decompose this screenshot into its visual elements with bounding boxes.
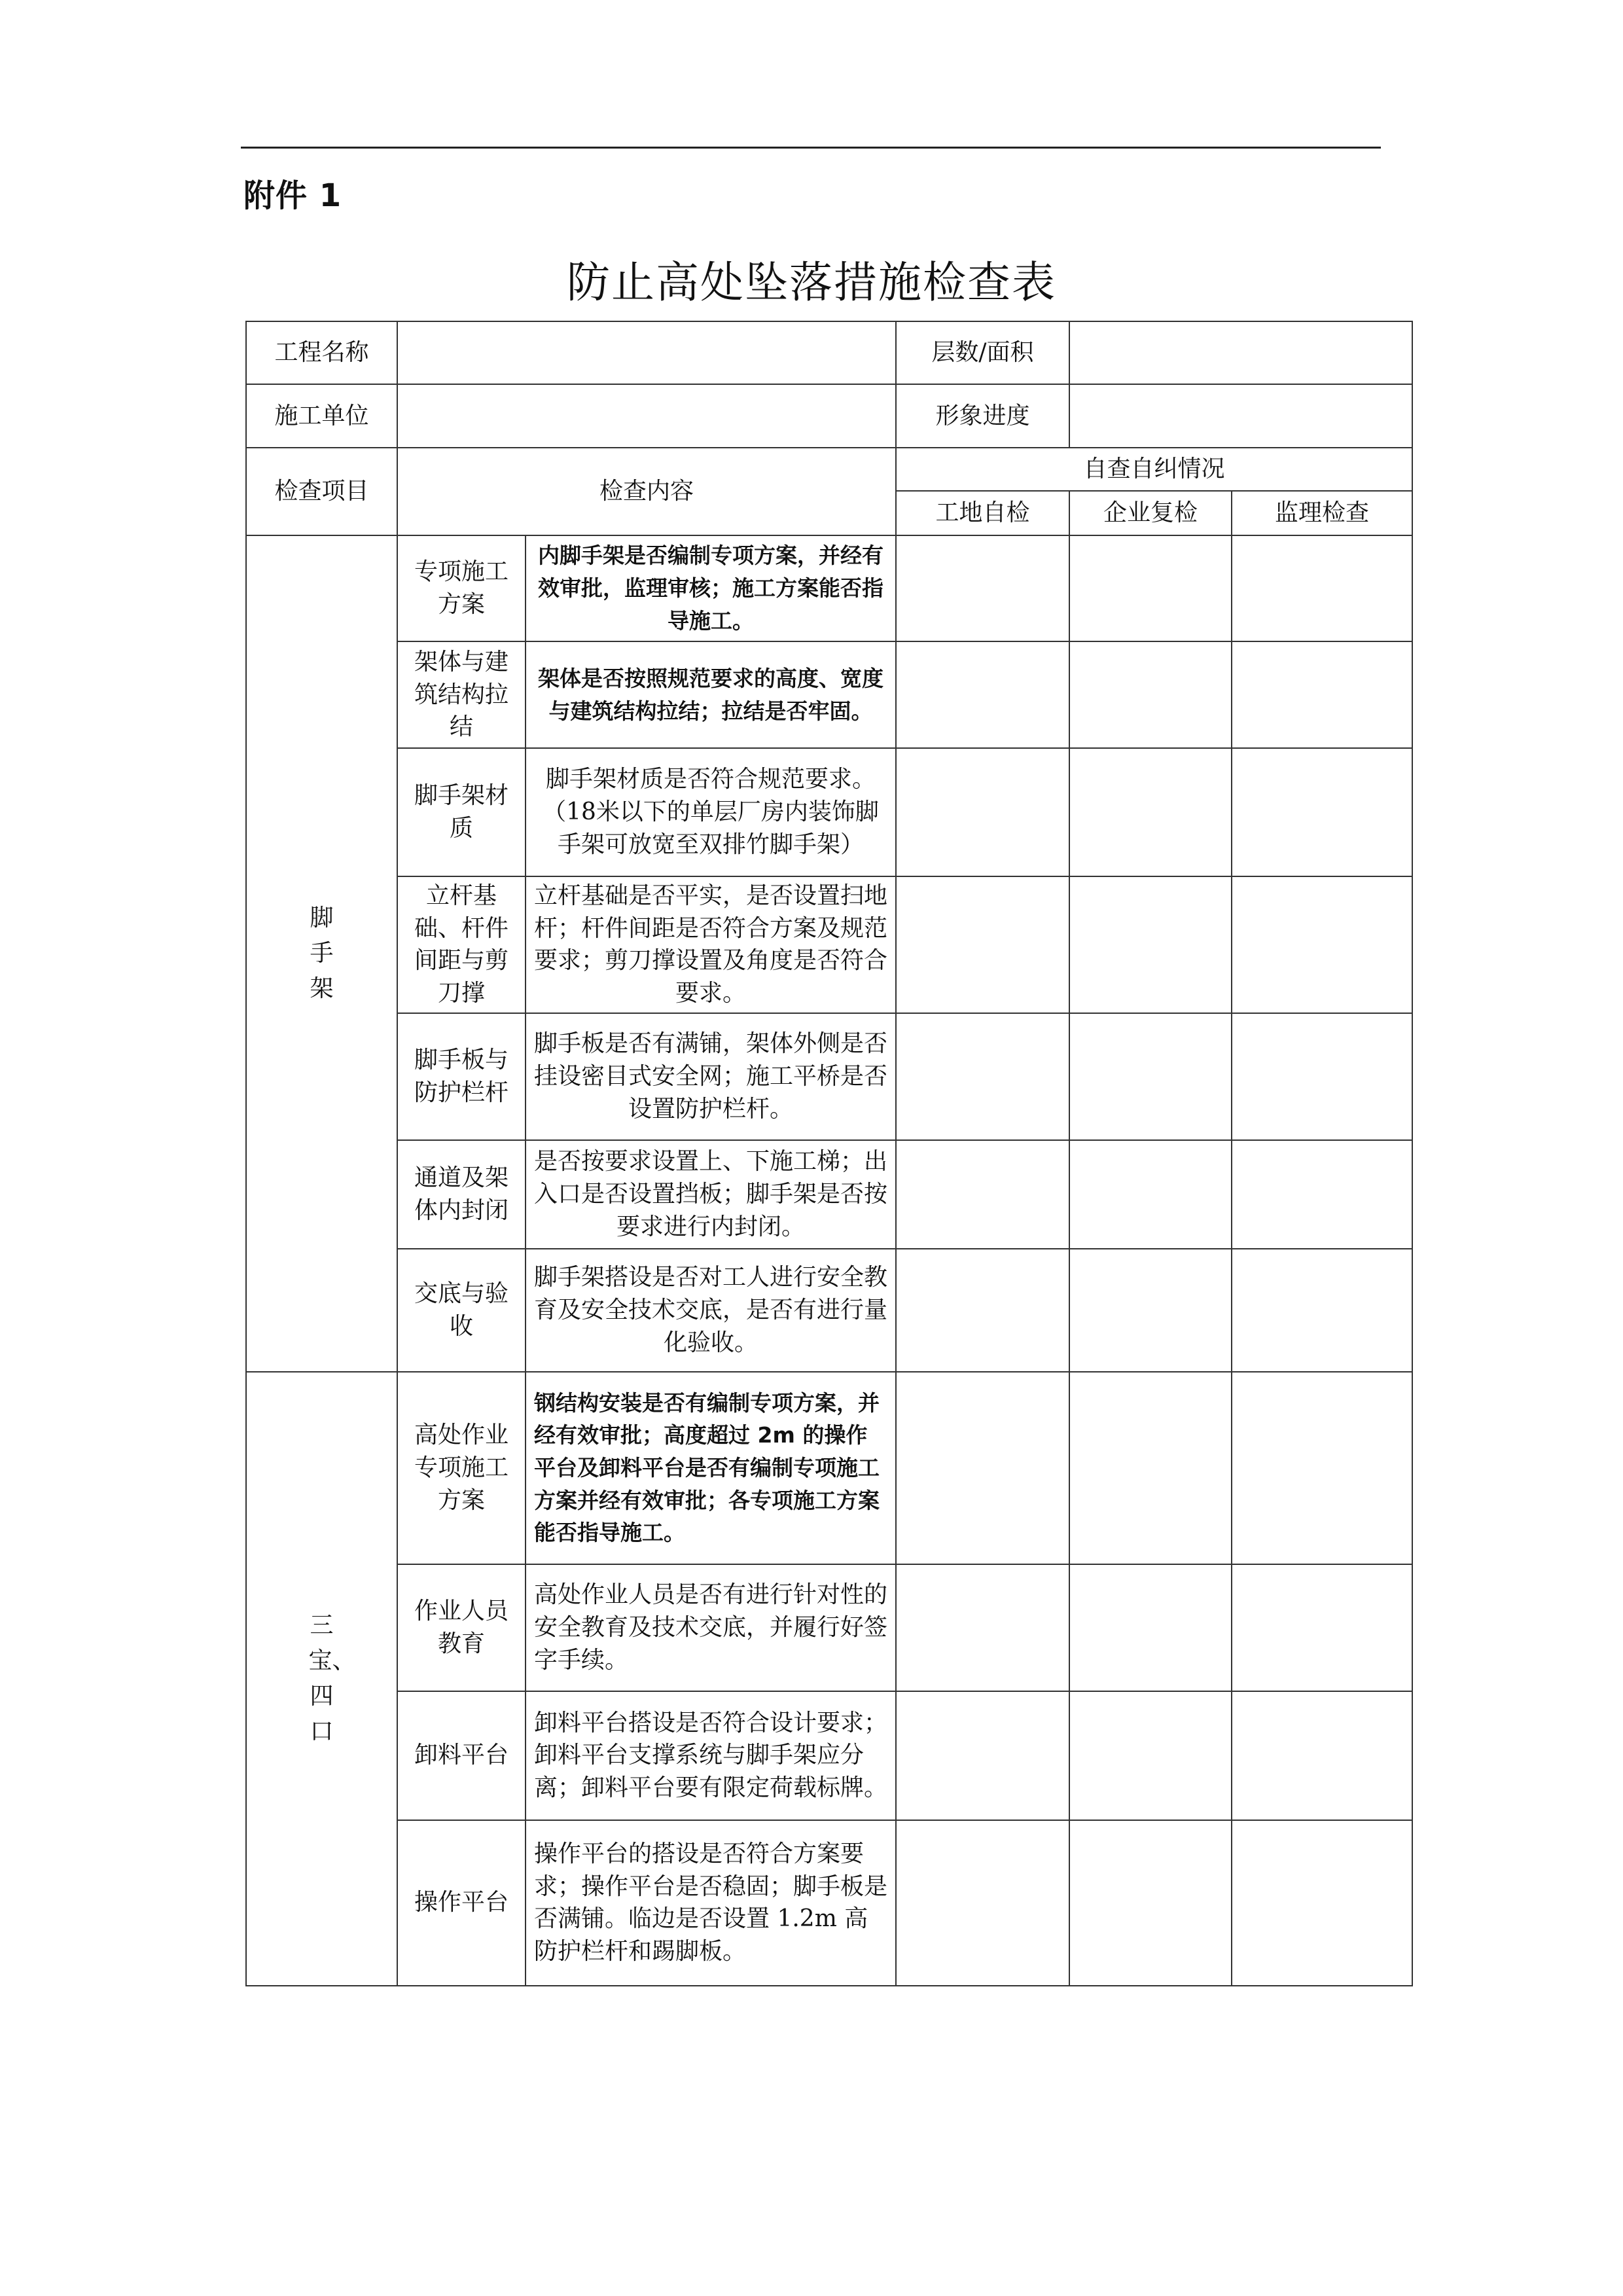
check-item: 立杆基础、杆件间距与剪刀撑	[397, 876, 526, 1013]
constructor-label: 施工单位	[246, 384, 397, 448]
page-title: 防止高处坠落措施检查表	[567, 257, 1056, 308]
table-row	[246, 876, 1412, 1013]
project-name-cell[interactable]	[397, 321, 896, 384]
check-item: 通道及架体内封闭	[397, 1140, 526, 1249]
check-content: 脚手架材质是否符合规范要求。（18米以下的单层厂房内装饰脚手架可放宽至双排竹脚手架）	[526, 748, 896, 876]
progress-cell[interactable]	[1069, 384, 1412, 448]
check-item: 脚手架材质	[397, 748, 526, 876]
project-name-label: 工程名称	[246, 321, 397, 384]
constructor-cell[interactable]	[397, 384, 896, 448]
category-label: 三宝、四口	[308, 1611, 356, 1745]
check-content: 是否按要求设置上、下施工梯；出入口是否设置挡板；脚手架是否按要求进行内封闭。	[526, 1140, 896, 1249]
site-check-cell[interactable]	[896, 535, 1069, 641]
check-content: 操作平台的搭设是否符合方案要求；操作平台是否稳固；脚手板是否满铺。临边是否设置 1.2m 高防护栏杆和踢脚板。	[526, 1820, 896, 1986]
supervisor-check-cell[interactable]	[1232, 1564, 1412, 1691]
company-check-header: 企业复检	[1069, 491, 1232, 535]
check-content: 立杆基础是否平实，是否设置扫地杆；杆件间距是否符合方案及规范要求；剪刀撑设置及角度是否符合要求。	[526, 876, 896, 1013]
check-item: 脚手板与防护栏杆	[397, 1013, 526, 1140]
company-check-cell[interactable]	[1069, 1820, 1232, 1986]
table-row	[246, 1140, 1412, 1249]
site-check-cell[interactable]	[896, 876, 1069, 1013]
company-check-cell[interactable]	[1069, 641, 1232, 748]
table-row	[246, 641, 1412, 748]
item-header: 检查项目	[246, 448, 397, 535]
check-content	[526, 535, 896, 641]
company-check-cell[interactable]	[1069, 1013, 1232, 1140]
check-item: 作业人员教育	[397, 1564, 526, 1691]
check-content: 脚手架搭设是否对工人进行安全教育及安全技术交底，是否有进行量化验收。	[526, 1249, 896, 1372]
check-item: 架体与建筑结构拉结	[397, 641, 526, 748]
check-item: 卸料平台	[397, 1691, 526, 1820]
floors-cell[interactable]	[1069, 321, 1412, 384]
company-check-cell[interactable]	[1069, 1372, 1232, 1564]
table-row	[246, 535, 1412, 641]
company-check-cell[interactable]	[1069, 1249, 1232, 1372]
site-check-header: 工地自检	[896, 491, 1069, 535]
check-content: 脚手板是否有满铺，架体外侧是否挂设密目式安全网；施工平桥是否设置防护栏杆。	[526, 1013, 896, 1140]
check-content: 卸料平台搭设是否符合设计要求；卸料平台支撑系统与脚手架应分离；卸料平台要有限定荷载标牌。	[526, 1691, 896, 1820]
company-check-cell[interactable]	[1069, 876, 1232, 1013]
check-content	[526, 1372, 896, 1564]
check-content	[526, 641, 896, 748]
site-check-cell[interactable]	[896, 1372, 1069, 1564]
category-label: 脚手架	[310, 904, 334, 1002]
supervisor-check-cell[interactable]	[1232, 876, 1412, 1013]
company-check-cell[interactable]	[1069, 535, 1232, 641]
header-rule	[241, 147, 1381, 149]
company-check-cell[interactable]	[1069, 1691, 1232, 1820]
site-check-cell[interactable]	[896, 1820, 1069, 1986]
site-check-cell[interactable]	[896, 1140, 1069, 1249]
table-row	[246, 1013, 1412, 1140]
content-header: 检查内容	[397, 448, 896, 535]
supervisor-check-cell[interactable]	[1232, 1691, 1412, 1820]
category-cell	[246, 1372, 397, 1986]
check-item: 高处作业专项施工方案	[397, 1372, 526, 1564]
site-check-cell[interactable]	[896, 748, 1069, 876]
check-item: 交底与验收	[397, 1249, 526, 1372]
supervisor-check-cell[interactable]	[1232, 1820, 1412, 1986]
self-check-header: 自查自纠情况	[896, 448, 1412, 491]
check-content-text: 架体是否按照规范要求的高度、宽度与建筑结构拉结；拉结是否牢固。	[538, 665, 883, 724]
inspection-table	[245, 321, 1413, 1986]
check-content-text: 钢结构安装是否有编制专项方案，并经有效审批；高度超过 2m 的操作平台及卸料平台是否有编制专项施工方案并经有效审批；各专项施工方案能否指导施工。	[534, 1390, 880, 1546]
check-item: 专项施工方案	[397, 535, 526, 641]
header-row-constructor	[246, 384, 1412, 448]
table-row	[246, 748, 1412, 876]
table-row	[246, 1372, 1412, 1564]
table-row	[246, 1820, 1412, 1986]
supervisor-check-cell[interactable]	[1232, 641, 1412, 748]
supervisor-check-cell[interactable]	[1232, 748, 1412, 876]
site-check-cell[interactable]	[896, 1564, 1069, 1691]
progress-label: 形象进度	[896, 384, 1069, 448]
category-cell	[246, 535, 397, 1372]
supervisor-check-cell[interactable]	[1232, 535, 1412, 641]
site-check-cell[interactable]	[896, 641, 1069, 748]
site-check-cell[interactable]	[896, 1249, 1069, 1372]
table-row	[246, 1691, 1412, 1820]
header-row-project	[246, 321, 1412, 384]
supervisor-check-cell[interactable]	[1232, 1013, 1412, 1140]
check-content: 高处作业人员是否有进行针对性的安全教育及技术交底，并履行好签字手续。	[526, 1564, 896, 1691]
floors-label: 层数/面积	[896, 321, 1069, 384]
site-check-cell[interactable]	[896, 1013, 1069, 1140]
supervisor-check-cell[interactable]	[1232, 1249, 1412, 1372]
supervisor-check-cell[interactable]	[1232, 1140, 1412, 1249]
header-row-columns	[246, 448, 1412, 491]
company-check-cell[interactable]	[1069, 1140, 1232, 1249]
supervisor-check-cell[interactable]	[1232, 1372, 1412, 1564]
check-content-text: 内脚手架是否编制专项方案，并经有效审批，监理审核；施工方案能否指导施工。	[538, 543, 883, 634]
table-row	[246, 1249, 1412, 1372]
company-check-cell[interactable]	[1069, 748, 1232, 876]
table-row	[246, 1564, 1412, 1691]
company-check-cell[interactable]	[1069, 1564, 1232, 1691]
site-check-cell[interactable]	[896, 1691, 1069, 1820]
supervisor-check-header: 监理检查	[1232, 491, 1412, 535]
check-item: 操作平台	[397, 1820, 526, 1986]
attachment-label: 附件 1	[243, 177, 342, 214]
